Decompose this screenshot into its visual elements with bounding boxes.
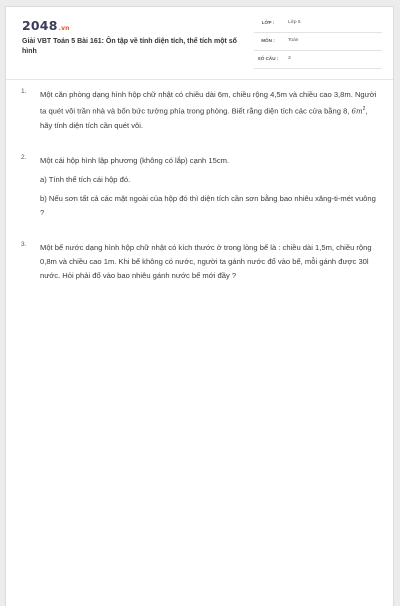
question-number: 2. bbox=[21, 153, 27, 161]
question-text: Một cái hộp hình lập phương (không có lắp) cạnh 15cm. bbox=[40, 155, 230, 165]
question-1 bbox=[6, 88, 393, 133]
question-number: 1. bbox=[21, 88, 27, 95]
logo-suffix: .vn bbox=[58, 25, 70, 32]
meta-row-subject bbox=[254, 36, 382, 51]
meta-row-class bbox=[254, 18, 382, 33]
question-text-part: Một căn phòng dạng hình hộp chữ nhật có chiều dài 6m, chiều rộng 4,5m và chiều cao 3,8m. Người ta quét vôi trần nhà và bốn bức tường phía trong phòng. Biết rằng diện tích các cửa bằng 8, bbox=[40, 90, 377, 116]
sub-question-a: a) Tính thể tích cái hộp đó. bbox=[40, 174, 131, 184]
worksheet-header bbox=[6, 7, 393, 77]
meta-label-subject: MÔN : bbox=[261, 38, 275, 43]
meta-value-count: 3 bbox=[288, 56, 291, 61]
question-list bbox=[6, 88, 393, 283]
question-text-part: , hãy tính diện tích cần quét vôi. bbox=[40, 106, 368, 130]
question-text: Một bể nước dạng hình hộp chữ nhật có kích thước ở trong lòng bể là : chiều dài 1,5m, chiều rộng 0,8m và chiều cao 1m. Khi bể không có nước, người ta gánh nước đổ vào bể, mỗi gánh được 30l nước. Hỏi phải đổ vào bao nhiêu gánh nước bể mới đầy ? bbox=[40, 242, 372, 280]
logo-text: 2048 bbox=[22, 18, 58, 33]
header-divider bbox=[6, 79, 393, 80]
meta-label-class: LỚP : bbox=[261, 20, 275, 25]
worksheet-page bbox=[5, 6, 394, 606]
meta-info bbox=[254, 18, 382, 72]
page-title: Giải VBT Toán 5 Bài 161: Ôn tập về tính diện tích, thể tích một số hình bbox=[22, 38, 237, 55]
site-logo[interactable] bbox=[22, 18, 70, 33]
question-3 bbox=[6, 241, 393, 283]
meta-row-count bbox=[254, 54, 382, 69]
meta-value-subject: Toán bbox=[288, 38, 299, 43]
meta-value-class: Lớp 5 bbox=[288, 20, 301, 25]
math-superscript: 2 bbox=[362, 106, 366, 112]
sub-question-b: b) Nếu sơn tất cả các mặt ngoài của hộp đó thì diện tích cần sơn bằng bao nhiêu xăng-ti-mét vuông ? bbox=[40, 193, 376, 217]
question-2 bbox=[6, 154, 393, 220]
question-text bbox=[40, 88, 381, 133]
question-number: 3. bbox=[21, 240, 27, 248]
math-unit: 6m bbox=[351, 107, 363, 116]
meta-label-count: SỐ CÂU : bbox=[257, 56, 279, 61]
